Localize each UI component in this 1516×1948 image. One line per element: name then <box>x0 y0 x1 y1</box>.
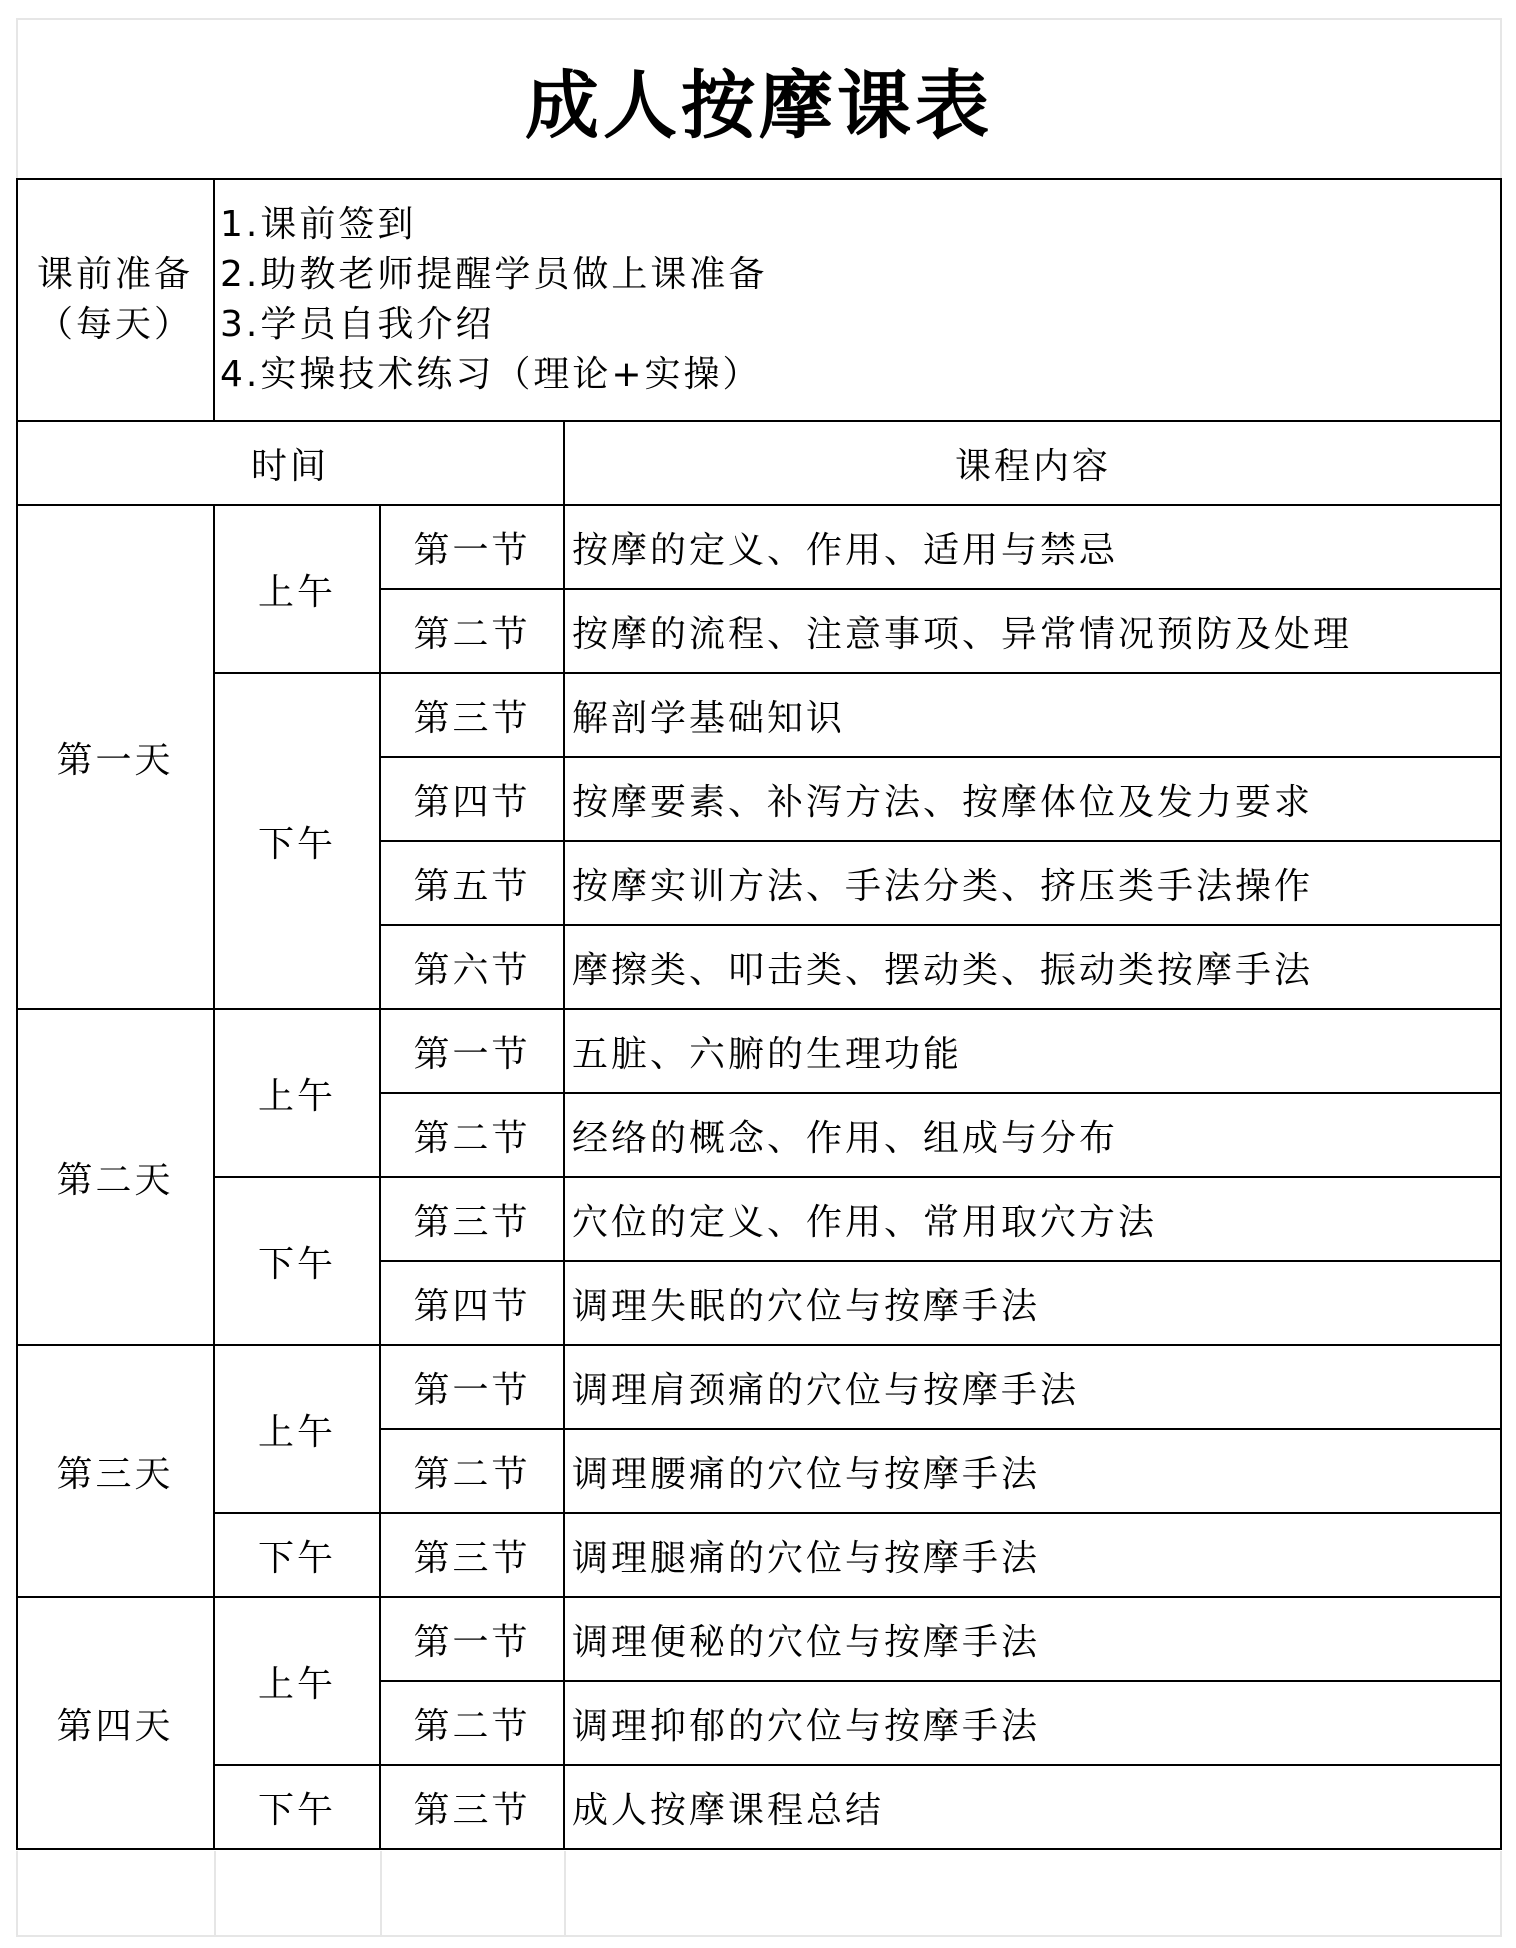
session-content: 按摩的定义、作用、适用与禁忌 <box>572 529 1119 571</box>
period-label: 上午 <box>257 1663 336 1705</box>
session-label: 第三节 <box>413 697 531 739</box>
grid-line-vertical <box>379 504 381 1849</box>
sheet-gridline <box>16 1935 1502 1937</box>
prep-list <box>220 179 1502 421</box>
session-label: 第一节 <box>413 1621 531 1663</box>
session-content: 调理肩颈痛的穴位与按摩手法 <box>572 1369 1080 1411</box>
period-label: 下午 <box>257 1243 336 1285</box>
prep-list-item: 4.实操技术练习（理论+实操） <box>220 354 762 395</box>
page-title: 成人按摩课表 <box>525 62 993 149</box>
period-label: 上午 <box>257 1411 336 1453</box>
session-content: 经络的概念、作用、组成与分布 <box>572 1117 1119 1159</box>
session-label: 第六节 <box>413 949 531 991</box>
day-label: 第一天 <box>56 739 174 781</box>
session-content: 按摩实训方法、手法分类、挤压类手法操作 <box>572 865 1314 907</box>
prep-list-item: 2.助教老师提醒学员做上课准备 <box>220 254 768 295</box>
session-content: 调理腿痛的穴位与按摩手法 <box>572 1537 1041 1579</box>
session-content: 成人按摩课程总结 <box>572 1789 885 1831</box>
grid-line-vertical <box>213 504 215 1849</box>
period-label: 下午 <box>257 823 336 865</box>
grid-line-horizontal <box>16 420 1502 422</box>
session-label: 第四节 <box>413 1285 531 1327</box>
session-label: 第四节 <box>413 781 531 823</box>
period-label: 上午 <box>257 571 336 613</box>
sheet-gridline <box>16 1851 18 1937</box>
session-label: 第一节 <box>413 1369 531 1411</box>
grid-line-vertical <box>563 420 565 1849</box>
session-label: 第二节 <box>413 1705 531 1747</box>
grid-line-vertical <box>1500 178 1502 1849</box>
session-content: 调理腰痛的穴位与按摩手法 <box>572 1453 1041 1495</box>
sheet-gridline <box>214 1851 216 1937</box>
session-content: 调理抑郁的穴位与按摩手法 <box>572 1705 1041 1747</box>
session-content: 摩擦类、叩击类、摆动类、振动类按摩手法 <box>572 949 1314 991</box>
day-label: 第二天 <box>56 1159 174 1201</box>
grid-line-vertical <box>16 178 18 1849</box>
sheet-gridline <box>380 1851 382 1937</box>
session-label: 第三节 <box>413 1537 531 1579</box>
session-content: 按摩要素、补泻方法、按摩体位及发力要求 <box>572 781 1314 823</box>
header-time: 时间 <box>250 445 329 487</box>
prep-label-note: （每天） <box>36 304 193 345</box>
title-row <box>16 18 1502 179</box>
header-content: 课程内容 <box>954 445 1111 487</box>
sheet-gridline <box>1500 1851 1502 1937</box>
session-label: 第三节 <box>413 1201 531 1243</box>
period-label: 下午 <box>257 1789 336 1831</box>
prep-label-title: 课前准备 <box>36 254 193 295</box>
prep-list-item: 1.课前签到 <box>220 204 417 245</box>
prep-label <box>16 179 214 421</box>
prep-list-item: 3.学员自我介绍 <box>220 304 495 345</box>
session-content: 五脏、六腑的生理功能 <box>572 1033 963 1075</box>
session-label: 第三节 <box>413 1789 531 1831</box>
day-label: 第三天 <box>56 1453 174 1495</box>
session-label: 第五节 <box>413 865 531 907</box>
grid-line-horizontal <box>16 504 1502 506</box>
session-label: 第一节 <box>413 529 531 571</box>
grid-line-vertical <box>213 178 215 421</box>
session-content: 按摩的流程、注意事项、异常情况预防及处理 <box>572 613 1353 655</box>
session-label: 第一节 <box>413 1033 531 1075</box>
session-label: 第二节 <box>413 1117 531 1159</box>
session-content: 解剖学基础知识 <box>572 697 846 739</box>
session-content: 调理便秘的穴位与按摩手法 <box>572 1621 1041 1663</box>
grid-line-horizontal <box>16 1848 1502 1850</box>
session-content: 穴位的定义、作用、常用取穴方法 <box>572 1201 1158 1243</box>
day-label: 第四天 <box>56 1705 174 1747</box>
session-label: 第二节 <box>413 1453 531 1495</box>
session-content: 调理失眠的穴位与按摩手法 <box>572 1285 1041 1327</box>
grid-line-horizontal <box>16 178 1502 180</box>
period-label: 下午 <box>257 1537 336 1579</box>
sheet-gridline <box>564 1851 566 1937</box>
period-label: 上午 <box>257 1075 336 1117</box>
session-label: 第二节 <box>413 613 531 655</box>
